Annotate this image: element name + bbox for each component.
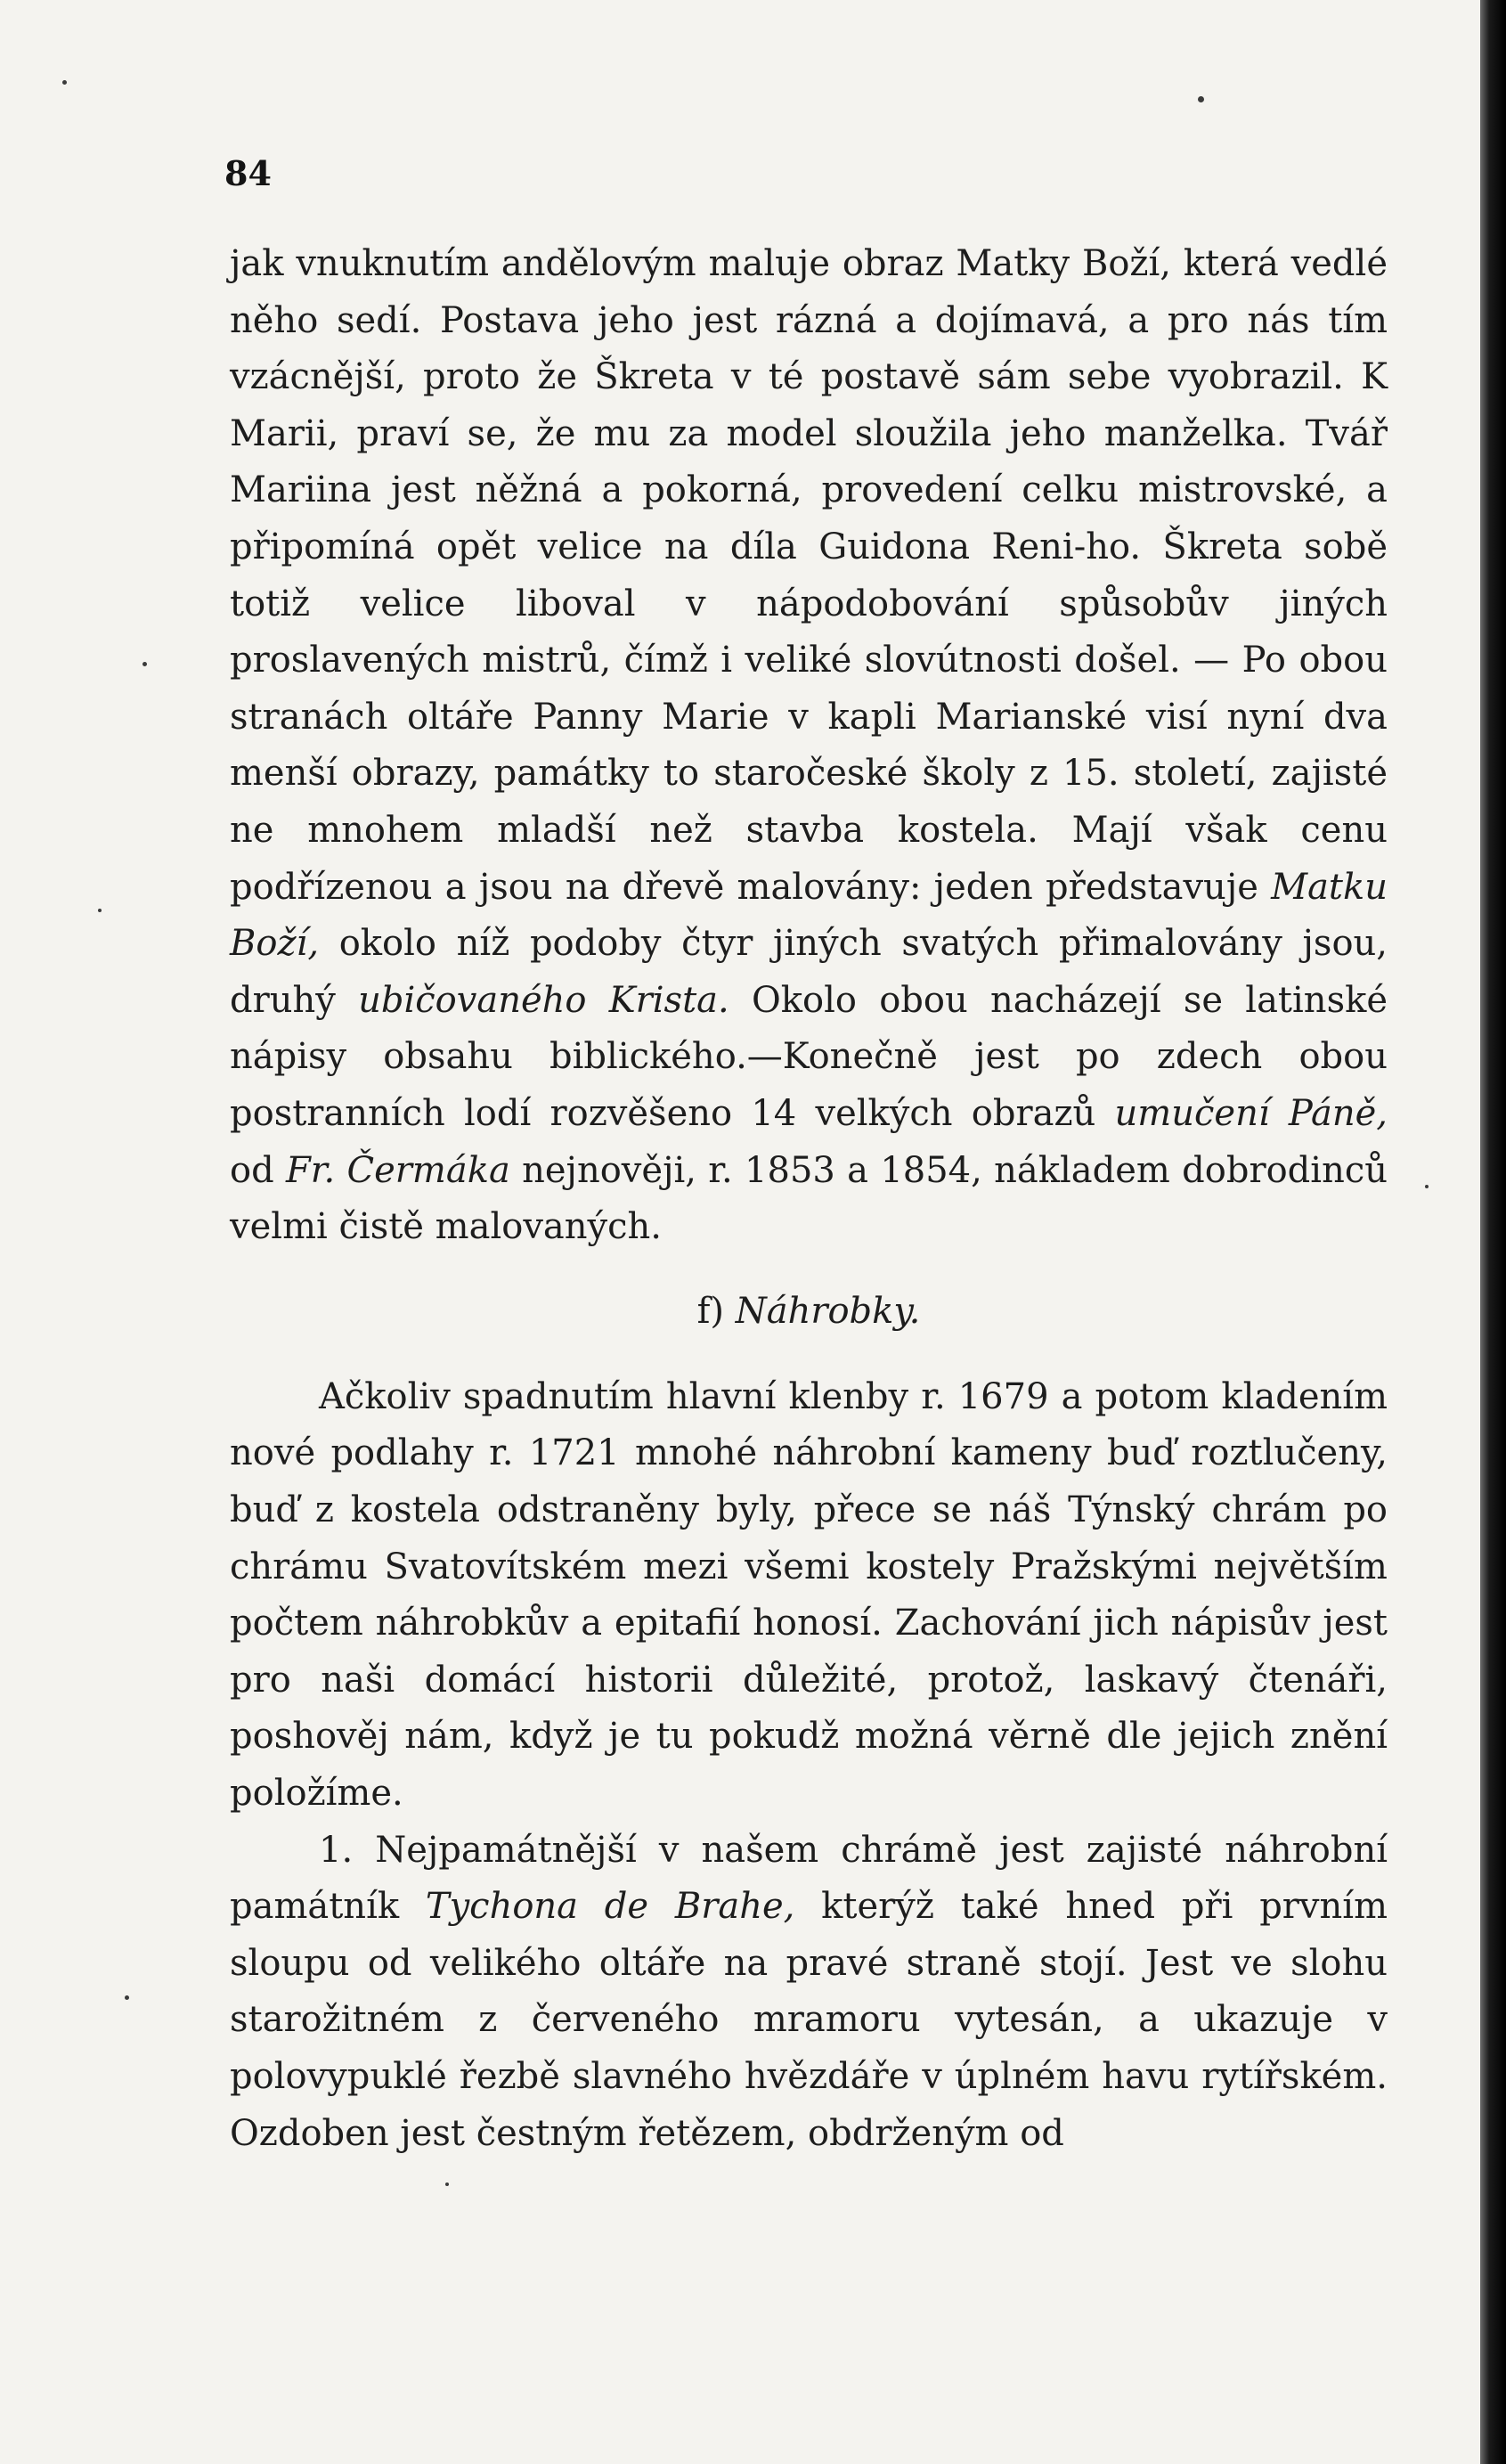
- section-label: f): [696, 1291, 725, 1333]
- text-run: 1. Nejpamátnější v našem chrámě jest zajisté náhrobní památník: [230, 1829, 1388, 1928]
- italic-run: Tychona de Brahe,: [425, 1886, 795, 1928]
- scan-speck: [98, 909, 102, 912]
- paragraph-tombstones: Ačkoliv spadnutím hlavní klenby r. 1679 a potom kladením nové podlahy r. 1721 mnohé náhrobní kameny buď roztlučeny, buď z kostela odstraněny byly, přece se náš Týnský chrám po chrámu Svatovítském mezi všemi kostely Pražskými největším počtem náhrobkův a epitafií honosí. Zachování jich nápisův jest pro naši domácí historii důležité, protož, laskavý čtenáři, poshověj nám, když je tu pokudž možná věrně dle jejich znění položíme.: [230, 1375, 1388, 1815]
- paragraph-altar-paintings: [230, 236, 1388, 1256]
- text-run: nejnověji, r. 1853 a 1854, nákladem dobrodinců velmi čistě malovaných.: [230, 1149, 1388, 1248]
- section-title: Náhrobky.: [735, 1291, 921, 1333]
- text-run: Škreta sobě totiž velice liboval v nápodobování spůsobův jiných proslavených mistrů, čímž i veliké slovútnosti došel. — Po obou stranách oltáře Panny Marie v kapli Marianské visí nyní dva menší obrazy, památky to staročeské školy z 15. století, zajisté ne mnohem mladší než stavba kostela. Mají však cenu podřízenou a jsou na dřevě malovány: jeden představuje: [230, 526, 1388, 908]
- scan-speck: [125, 1995, 129, 2000]
- scan-speck: [1425, 1185, 1429, 1188]
- paragraph-tycho-monument: [230, 1823, 1388, 2163]
- text-run: Guidona Reni-ho.: [818, 526, 1142, 567]
- italic-run: umučení Páně,: [1114, 1092, 1388, 1134]
- scan-edge-shadow: [1480, 0, 1506, 2464]
- text-run: Okolo obou nacházejí se latinské nápisy obsahu biblického.—Konečně jest po zdech obou postranních lodí rozvěšeno 14 velkých obrazů: [230, 979, 1388, 1134]
- scan-speck: [445, 2183, 449, 2186]
- spacer: [230, 1341, 1388, 1369]
- body-text: [230, 236, 1388, 2162]
- italic-run: Fr. Čermáka: [286, 1149, 510, 1191]
- text-run: jak vnuknutím andělovým maluje obraz Matky Boží, která vedlé něho sedí. Postava jeho jest rázná a dojímavá, a pro nás tím vzácnější, proto že Škreta v té postavě sám sebe vyobrazil. K Marii, praví se, že mu za model sloužila jeho manželka. Tvář Mariina jest něžná a pokorná, provedení celku mistrovské, a připomíná opět velice na díla: [230, 243, 1388, 567]
- scan-speck: [1198, 96, 1204, 102]
- italic-run: Matku Boží,: [230, 866, 1388, 965]
- scan-speck: [142, 662, 147, 666]
- italic-run: ubičovaného Krista.: [358, 979, 729, 1021]
- text-run: od: [230, 1149, 287, 1191]
- text-run: okolo níž podoby čtyr jiných svatých přimalovány jsou, druhý: [230, 923, 1388, 1021]
- page-number: 84: [224, 153, 272, 193]
- text-run: kterýž také hned při prvním sloupu od velikého oltáře na pravé straně stojí. Jest ve slohu starožitném z červeného mramoru vytesán, a ukazuje v polovypuklé řezbě slavného hvězdáře v úplném havu rytířském. Ozdoben jest čestným řetězem, obdrženým od: [230, 1886, 1388, 2154]
- scan-speck: [62, 80, 67, 85]
- spacer: [230, 1256, 1388, 1285]
- section-heading: [230, 1284, 1388, 1341]
